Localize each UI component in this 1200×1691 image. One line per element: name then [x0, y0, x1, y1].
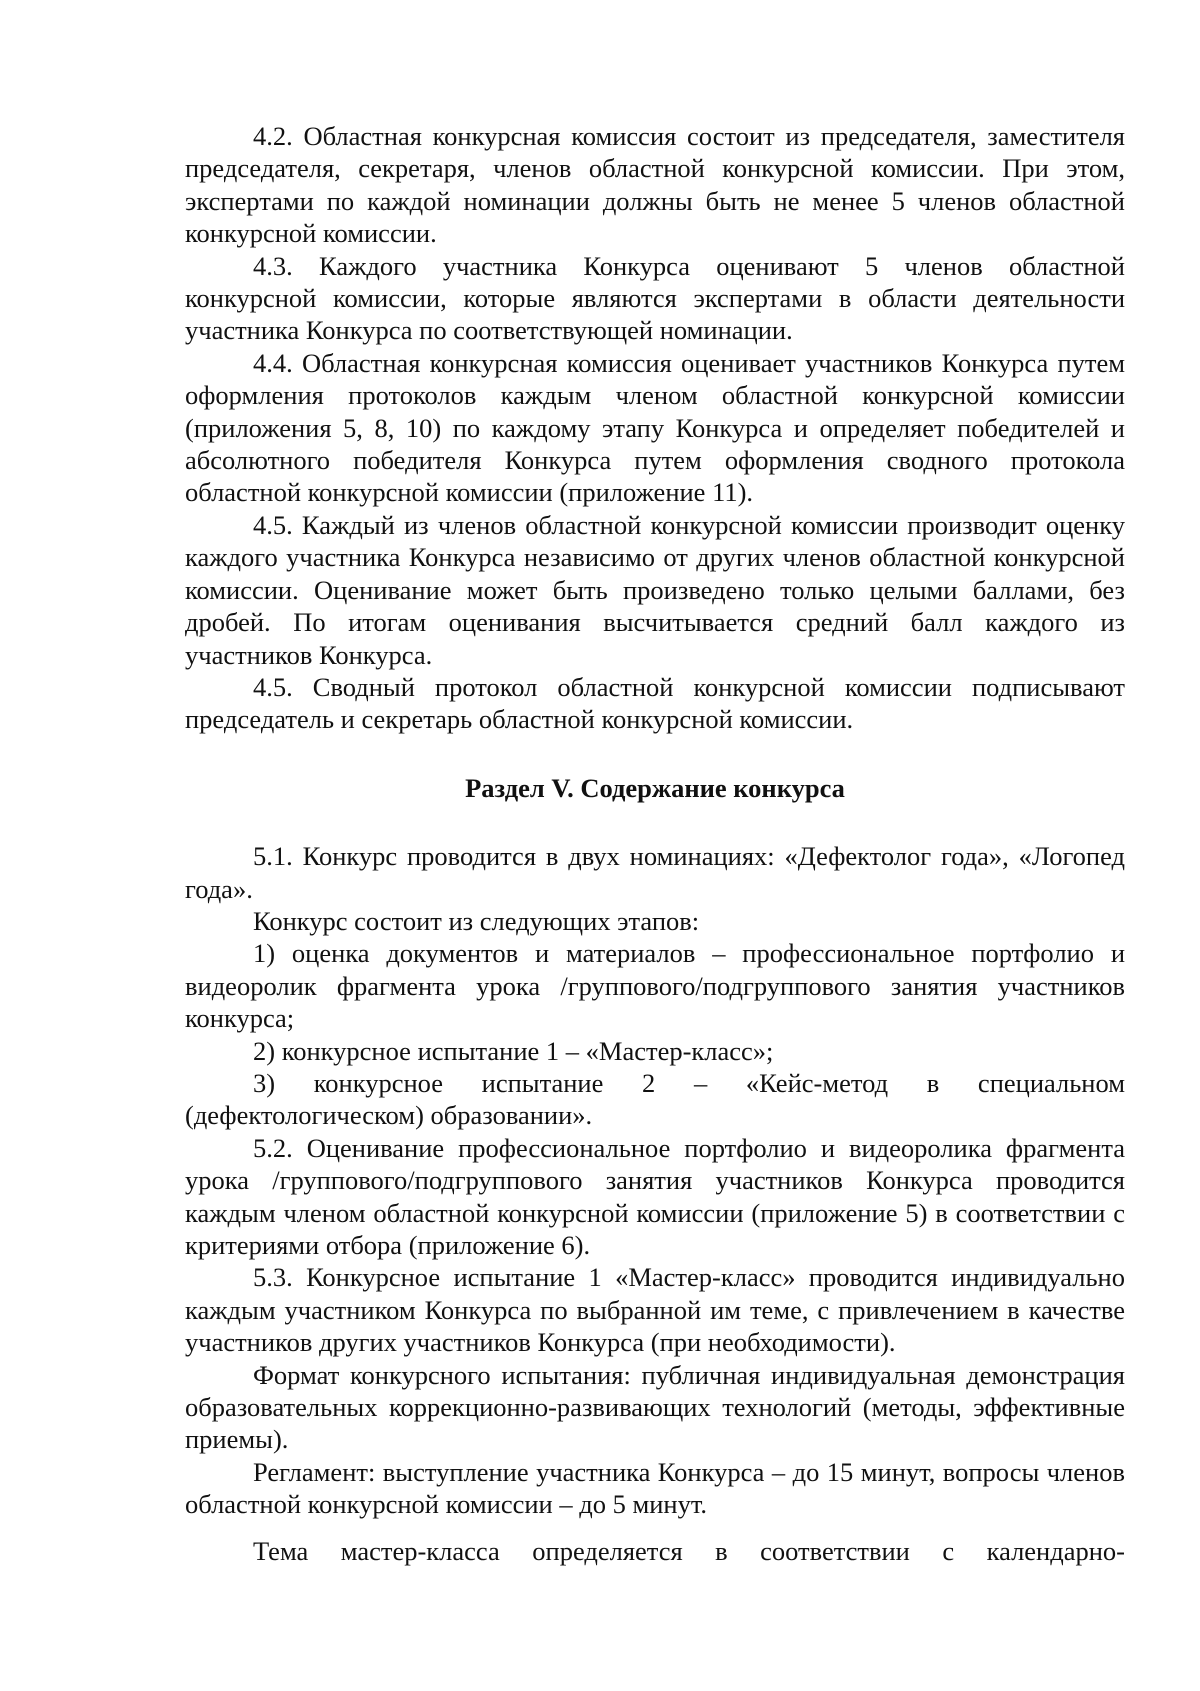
- paragraph-4-2: 4.2. Областная конкурсная комиссия состоит из председателя, заместителя председателя, секретаря, членов областной конкурсной комиссии. При этом, экспертами по каждой номинации должны быть не менее 5 членов областной конкурсной комиссии.: [185, 121, 1125, 249]
- paragraph-4-5-protocol: 4.5. Сводный протокол областной конкурсной комиссии подписывают председатель и секретарь областной конкурсной комиссии.: [185, 671, 1125, 735]
- paragraph-5-2: 5.2. Оценивание профессиональное портфолио и видеоролика фрагмента урока /группового/подгруппового занятия участников Конкурса проводится каждым членом областной конкурсной комиссии (приложение 5) в соответствии с критериями отбора (приложение 6).: [185, 1132, 1125, 1260]
- spacer: [185, 1521, 1125, 1535]
- section-heading: Раздел V. Содержание конкурса: [465, 772, 845, 803]
- paragraph-master-class-topic: Тема мастер-класса определяется в соответствии с календарно-: [253, 1535, 1125, 1566]
- paragraph-4-3: 4.3. Каждого участника Конкурса оценивают 5 членов областной конкурсной комиссии, которые являются экспертами в области деятельности участника Конкурса по соответствующей номинации.: [185, 250, 1125, 346]
- paragraph-5-1: 5.1. Конкурс проводится в двух номинациях: «Дефектолог года», «Логопед года».: [185, 841, 1125, 904]
- list-item-stage-3: 3) конкурсное испытание 2 – «Кейс-метод в специальном (дефектологическом) образовании».: [185, 1067, 1125, 1131]
- paragraph-format: Формат конкурсного испытания: публичная индивидуальная демонстрация образовательных коррекционно-развивающих технологий (методы, эффективные приемы).: [185, 1359, 1125, 1455]
- paragraph-stages-intro: Конкурс состоит из следующих этапов:: [253, 905, 700, 936]
- document-body: [185, 120, 1125, 1567]
- paragraph-4-5-evaluation: 4.5. Каждый из членов областной конкурсной комиссии производит оценку каждого участника Конкурса независимо от других членов областной конкурсной комиссии. Оценивание может быть произведено только целыми баллами, без дробей. По итогам оценивания высчитывается средний балл каждого из участников Конкурса.: [185, 509, 1125, 670]
- list-item-stage-1: 1) оценка документов и материалов – профессиональное портфолио и видеоролик фрагмента урока /группового/подгруппового занятия участников конкурса;: [185, 938, 1125, 1034]
- paragraph-4-4: 4.4. Областная конкурсная комиссия оценивает участников Конкурса путем оформления протоколов каждым членом областной конкурсной комиссии (приложения 5, 8, 10) по каждому этапу Конкурса и определяет победителей и абсолютного победителя Конкурса путем оформления сводного протокола областной конкурсной комиссии (приложение 11).: [185, 347, 1125, 508]
- list-item-stage-2: 2) конкурсное испытание 1 – «Мастер-класс»;: [253, 1035, 774, 1066]
- paragraph-5-3: 5.3. Конкурсное испытание 1 «Мастер-класс» проводится индивидуально каждым участником Конкурса по выбранной им теме, с привлечением в качестве участников других участников Конкурса (при необходимости).: [185, 1262, 1125, 1358]
- paragraph-regulation: Регламент: выступление участника Конкурса – до 15 минут, вопросы членов областной конкурсной комиссии – до 5 минут.: [185, 1456, 1125, 1520]
